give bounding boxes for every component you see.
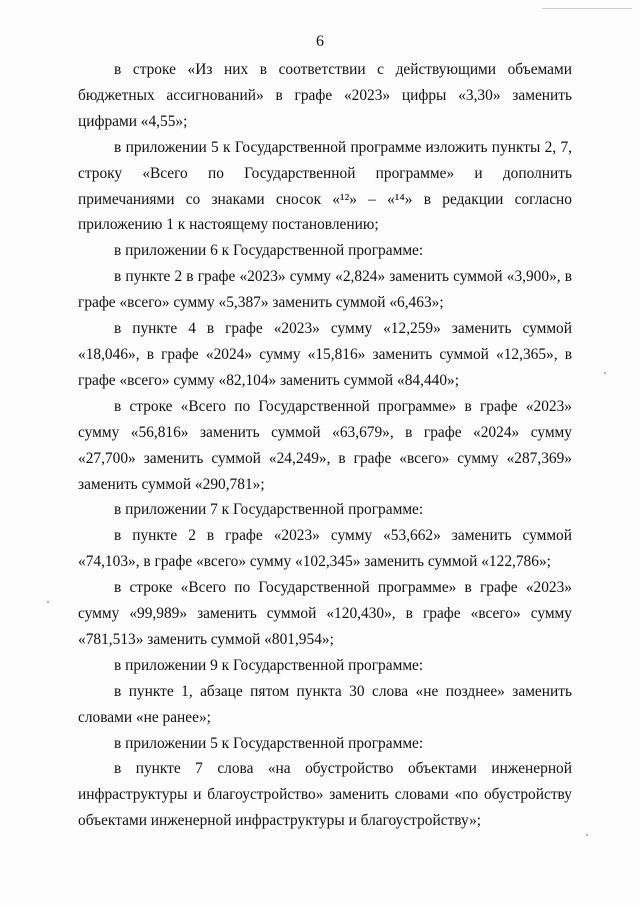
paragraph: в строке «Из них в соответствии с действующими объемами бюджетных ассигнований» в графе «2023» цифры «3,30» заменить цифрами «4,55»;	[78, 61, 572, 130]
paragraph: в пункте 1, абзаце пятом пункта 30 слова «не позднее» заменить словами «не ранее»;	[78, 682, 572, 726]
scan-speck	[586, 834, 588, 836]
paragraph: в приложении 9 к Государственной программе:	[114, 656, 424, 674]
page-number: 6	[316, 33, 324, 50]
paragraph: в приложении 6 к Государственной программе:	[114, 242, 424, 260]
paragraph: в приложении 7 к Государственной программе:	[114, 501, 424, 519]
paragraph: в пункте 2 в графе «2023» сумму «53,662» заменить суммой «74,103», в графе «всего» сумму «102,345» заменить суммой «122,786»;	[78, 527, 572, 571]
scan-edge-mark	[542, 0, 632, 9]
scan-speck	[47, 601, 49, 603]
document-body	[78, 57, 572, 834]
paragraph: в пункте 4 в графе «2023» сумму «12,259» заменить суммой «18,046», в графе «2024» сумму «15,816» заменить суммой «12,365», в графе «всего» сумму «82,104» заменить суммой «84,440»;	[78, 320, 572, 389]
paragraph: в приложении 5 к Государственной программе:	[114, 734, 424, 752]
paragraph: в пункте 7 слова «на обустройство объектами инженерной инфраструктуры и благоустройство» заменить словами «по обустройству объектами инженерной инфраструктуры и благоустройству»;	[78, 760, 572, 830]
paragraph: в приложении 5 к Государственной программе изложить пункты 2, 7, строку «Всего по Государственной программе» и дополнить примечаниями со знаками сносок «¹²» – «¹⁴» в редакции согласно приложению 1 к настоящему постановлению;	[78, 138, 572, 234]
paragraph: в строке «Всего по Государственной программе» в графе «2023» сумму «56,816» заменить суммой «63,679», в графе «2024» сумму «27,700» заменить суммой «24,249», в графе «всего» сумму «287,369» заменить суммой «290,781»;	[78, 397, 572, 493]
paragraph: в строке «Всего по Государственной программе» в графе «2023» сумму «99,989» заменить суммой «120,430», в графе «всего» сумму «781,513» заменить суммой «801,954»;	[78, 579, 572, 648]
paragraph: в пункте 2 в графе «2023» сумму «2,824» заменить суммой «3,900», в графе «всего» сумму «5,387» заменить суммой «6,463»;	[78, 268, 572, 312]
scan-speck	[604, 372, 606, 374]
